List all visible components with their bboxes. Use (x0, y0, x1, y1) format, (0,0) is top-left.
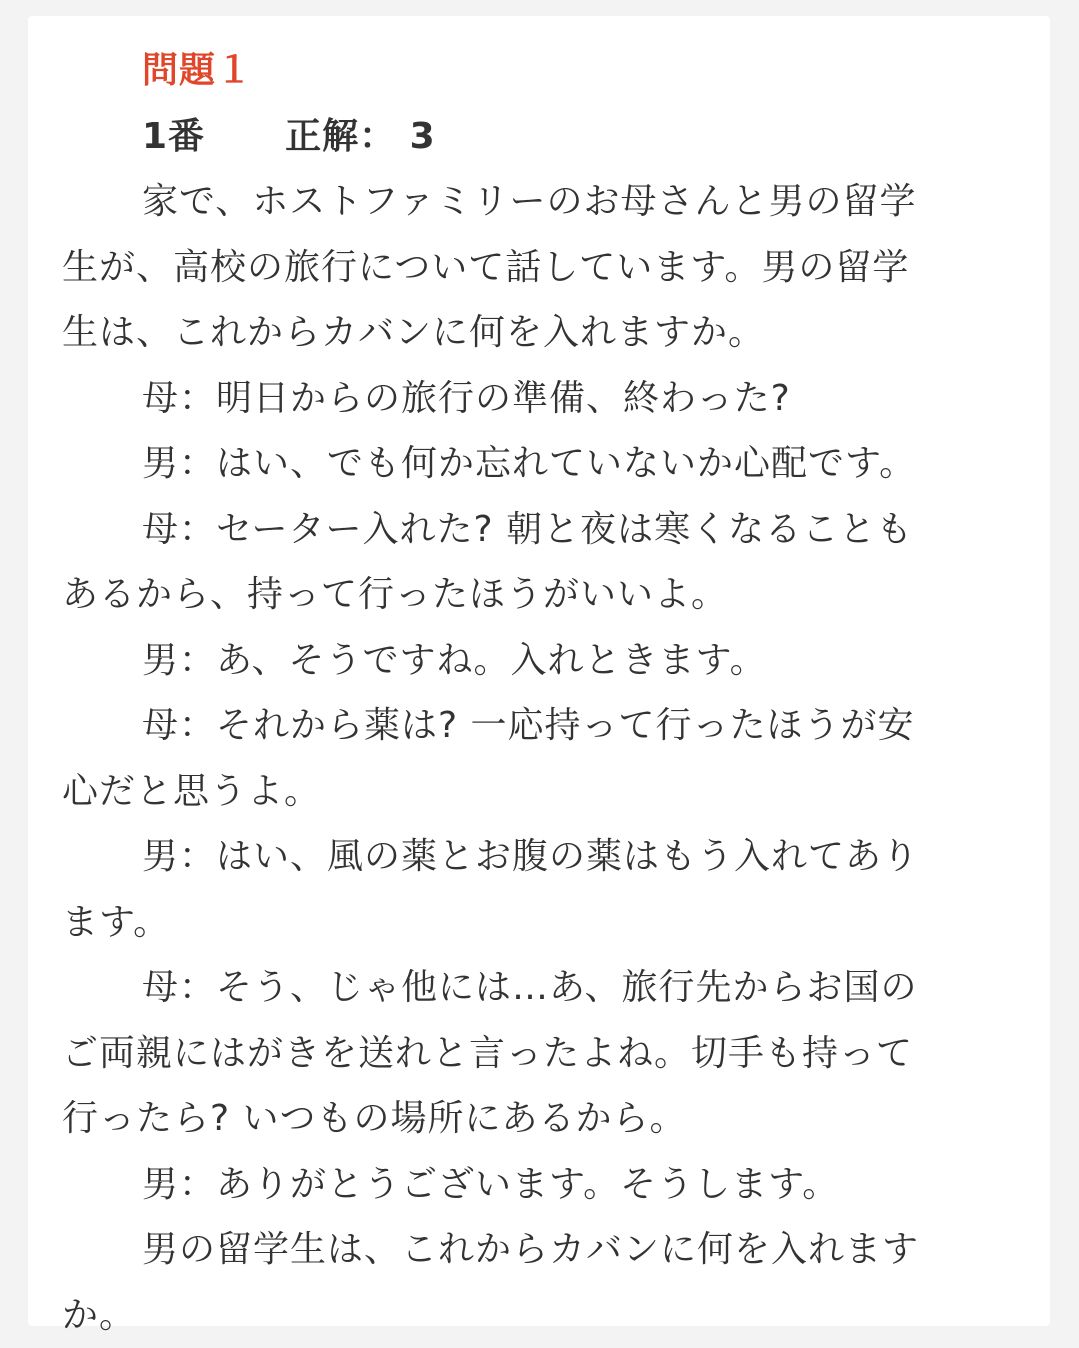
transcript-line: 生は、これからカバンに何を入れますか。 (62, 300, 1034, 366)
transcript-lines (62, 169, 1034, 1348)
transcript-line: 男の留学生は、これからカバンに何を入れます (62, 1217, 1034, 1283)
transcript-line: 男：あ、そうですね。入れときます。 (62, 628, 1034, 694)
transcript-line: あるから、持って行ったほうがいいよ。 (62, 562, 1034, 628)
item-number: 1番 (142, 116, 205, 157)
transcript-line: 母：明日からの旅行の準備、終わった? (62, 366, 1034, 432)
item-header (62, 104, 1034, 170)
transcript-line: ご両親にはがきを送れと言ったよね。切手も持って (62, 1021, 1034, 1087)
transcript-line: 生が、高校の旅行について話しています。男の留学 (62, 235, 1034, 301)
section-heading: 問題１ (62, 38, 1034, 104)
transcript-line: 行ったら? いつもの場所にあるから。 (62, 1086, 1034, 1152)
transcript-line: 男：ありがとうございます。そうします。 (62, 1152, 1034, 1218)
transcript-line: 母：それから薬は? 一応持って行ったほうが安 (62, 693, 1034, 759)
answer-label: 正解： 3 (285, 116, 436, 157)
transcript-line: か。 (62, 1283, 1034, 1348)
transcript-line: 母：セーター入れた? 朝と夜は寒くなることも (62, 497, 1034, 563)
transcript-line: 心だと思うよ。 (62, 759, 1034, 825)
transcript-line: 母：そう、じゃ他には…あ、旅行先からお国の (62, 955, 1034, 1021)
transcript-line: 家で、ホストファミリーのお母さんと男の留学 (62, 169, 1034, 235)
transcript-line: 男：はい、でも何か忘れていないか心配です。 (62, 431, 1034, 497)
transcript-line: 男：はい、風の薬とお腹の薬はもう入れてあり (62, 824, 1034, 890)
transcript (62, 38, 1034, 1348)
transcript-line: ます。 (62, 890, 1034, 956)
